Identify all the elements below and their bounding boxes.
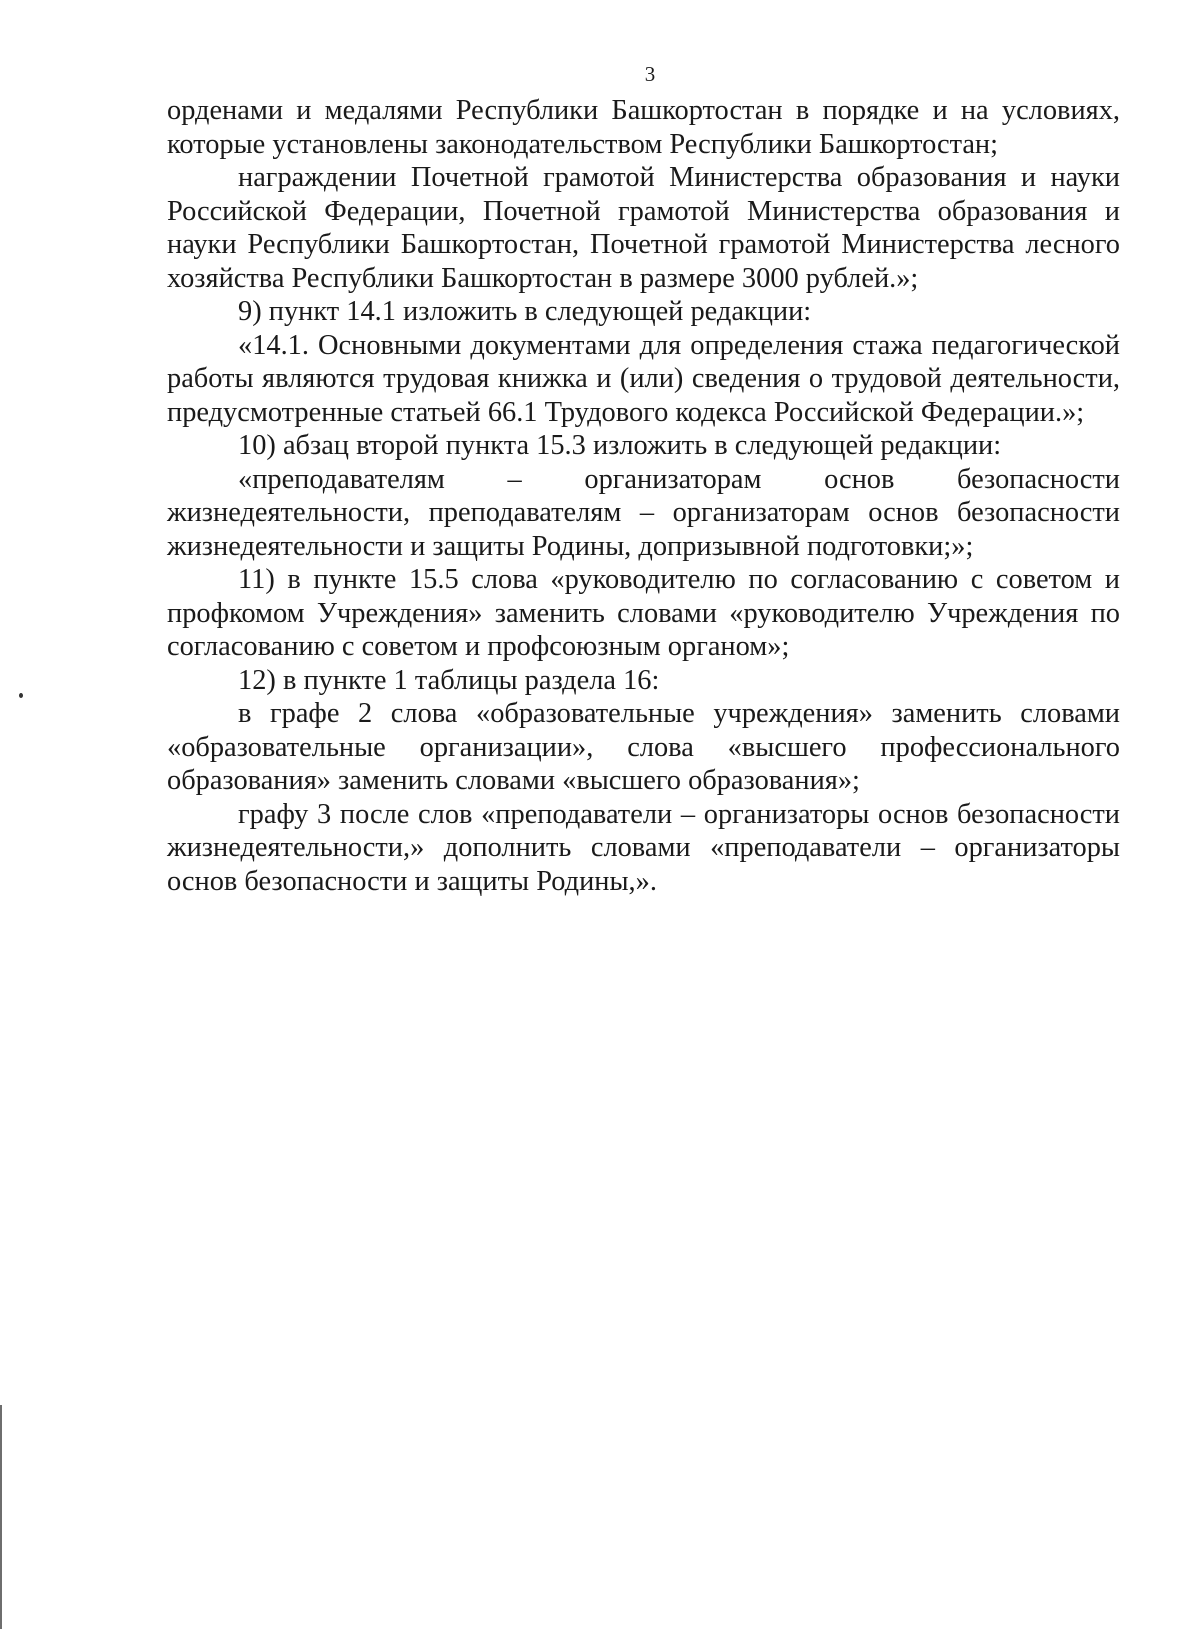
paragraph-item-14-1-text: «14.1. Основными документами для определения стажа педагогической работы являются трудовая книжка и (или) сведения о трудовой деятельности, предусмотренные статьей 66.1 Трудового кодекса Российской Федерации.»; — [167, 329, 1120, 428]
paragraph-column-3: графу 3 после слов «преподаватели – организаторы основ безопасности жизнедеятельности,» дополнить словами «преподаватели – организаторы основ безопасности и защиты Родины,». — [167, 798, 1120, 897]
paragraph-item-11: 11) в пункте 15.5 слова «руководителю по согласованию с советом и профкомом Учреждения» заменить словами «руководителю Учреждения по согласованию с советом и профсоюзным органом»; — [167, 564, 1120, 662]
paragraph-awarding-certificates: награждении Почетной грамотой Министерства образования и науки Российской Федерации, Почетной грамотой Министерства образования и науки Республики Башкортостан, Почетной грамотой Министерства лесного хозяйства Республики Башкортостан в размере 3000 рублей.»; — [167, 162, 1120, 294]
paragraph-item-12: 12) в пункте 1 таблицы раздела 16: — [238, 664, 660, 696]
scan-edge-line — [0, 1405, 2, 1629]
paragraph-orders-medals: орденами и медалями Республики Башкортостан в порядке и на условиях, которые установлены законодательством Республики Башкортостан; — [167, 95, 1120, 160]
document-body — [167, 94, 1120, 898]
scan-speck — [19, 693, 23, 698]
page-number: 3 — [644, 62, 656, 86]
paragraph-item-9: 9) пункт 14.1 изложить в следующей редакции: — [238, 296, 812, 327]
paragraph-column-2: в графе 2 слова «образовательные учреждения» заменить словами «образовательные организации», слова «высшего профессионального образования» заменить словами «высшего образования»; — [167, 698, 1120, 796]
paragraph-item-15-3-text: «преподавателям – организаторам основ безопасности жизнедеятельности, преподавателям – организаторам основ безопасности жизнедеятельности и защиты Родины, допризывной подготовки;»; — [167, 463, 1120, 562]
paragraph-item-10: 10) абзац второй пункта 15.3 изложить в следующей редакции: — [238, 430, 1002, 461]
